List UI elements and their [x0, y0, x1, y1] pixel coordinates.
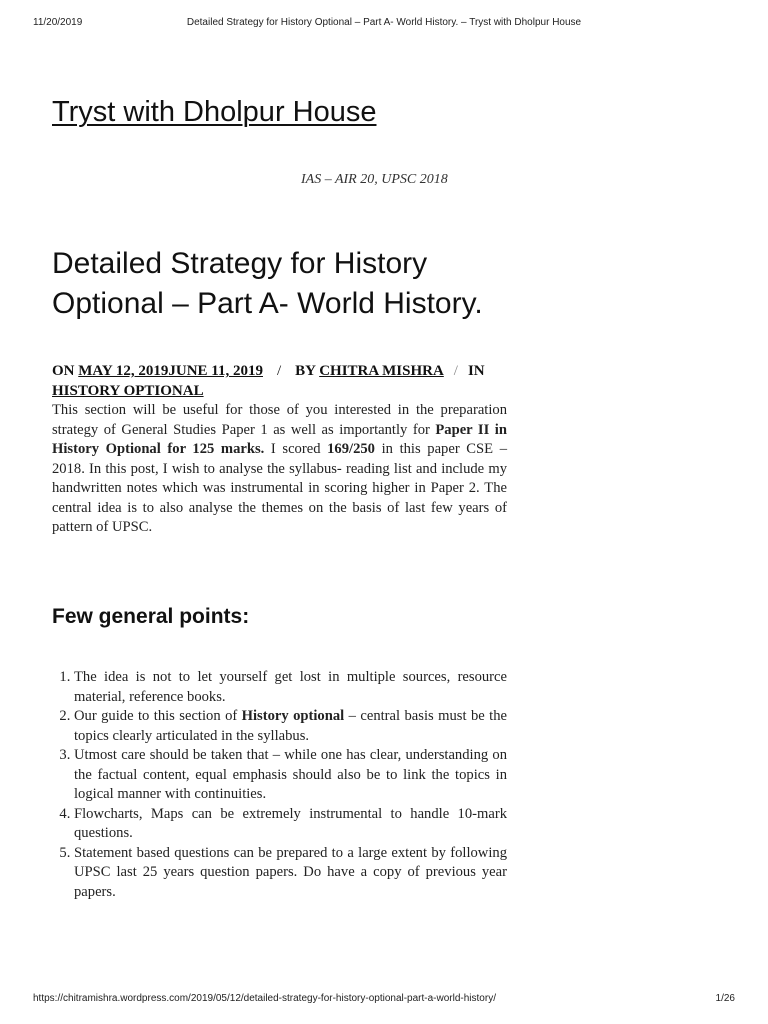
- print-document-title: Detailed Strategy for History Optional – Part A- World History. – Tryst with Dholpur House: [186, 17, 582, 28]
- meta-separator: /: [453, 363, 458, 379]
- list-item-text: Statement based questions can be prepared to a large extent by following UPSC last 25 years question papers. Do have a copy of previous year papers.: [74, 844, 507, 900]
- print-header: [33, 17, 735, 31]
- list-item-text: Flowcharts, Maps can be extremely instrumental to handle 10-mark questions.: [74, 805, 507, 841]
- list-item: [74, 805, 507, 844]
- list-item-text: Utmost care should be taken that – while one has clear, understanding on the factual content, equal emphasis should also be to link the topics in logical manner with continuities.: [74, 747, 507, 802]
- category-link[interactable]: HISTORY OPTIONAL: [52, 383, 204, 399]
- list-item-text: The idea is not to let yourself get lost in multiple sources, resource material, reference books.: [74, 669, 507, 705]
- list-item-bold-text: History optional: [241, 708, 345, 724]
- page-number: 1/26: [715, 993, 735, 1004]
- meta-on-label: ON: [52, 363, 75, 379]
- print-footer: [33, 993, 735, 1007]
- post-date-link[interactable]: [78, 363, 263, 379]
- intro-score: 169/250: [327, 441, 375, 457]
- list-item-text: Our guide to this section of: [74, 708, 242, 724]
- post-title: Detailed Strategy for History Optional – Part A- World History.: [52, 247, 483, 320]
- list-item: [74, 668, 507, 707]
- print-date: 11/20/2019: [33, 17, 83, 28]
- intro-text: in this paper CSE – 2018. In this post, I wish to analyse the syllabus- reading list and include my handwritten notes which was instrumental in scoring higher in Paper 2. The central idea is to also analyse the themes on the basis of last few years of pattern of UPSC.: [52, 441, 507, 535]
- meta-in-label: IN: [467, 363, 485, 379]
- section-heading: Few general points:: [52, 605, 250, 628]
- list-item: [74, 707, 507, 746]
- meta-by-label: BY: [295, 363, 316, 379]
- meta-separator: /: [276, 363, 282, 379]
- updated-date: JUNE 11, 2019: [168, 363, 263, 379]
- list-item-text: – central basis must be the topics clearly articulated in the syllabus.: [74, 708, 507, 744]
- print-url: https://chitramishra.wordpress.com/2019/05/12/detailed-strategy-for-history-optional-part-a-world-history/: [33, 993, 496, 1004]
- list-item: [74, 844, 507, 903]
- list-item: [74, 746, 507, 805]
- site-tagline: IAS – AIR 20, UPSC 2018: [301, 172, 448, 187]
- intro-paragraph: [52, 401, 507, 538]
- intro-text: I scored: [264, 441, 328, 457]
- intro-bold-text: Paper II in History Optional for 125 marks.: [52, 421, 507, 457]
- author-link[interactable]: CHITRA MISHRA: [319, 363, 444, 379]
- intro-text: This section will be useful for those of you interested in the preparation strategy of General Studies Paper 1 as well as importantly for: [52, 402, 507, 438]
- published-date: MAY 12, 2019: [78, 363, 169, 379]
- general-points-list: [52, 668, 507, 902]
- post-meta: [52, 361, 512, 401]
- site-title-link[interactable]: Tryst with Dholpur House: [52, 96, 377, 128]
- site-title: [52, 94, 376, 130]
